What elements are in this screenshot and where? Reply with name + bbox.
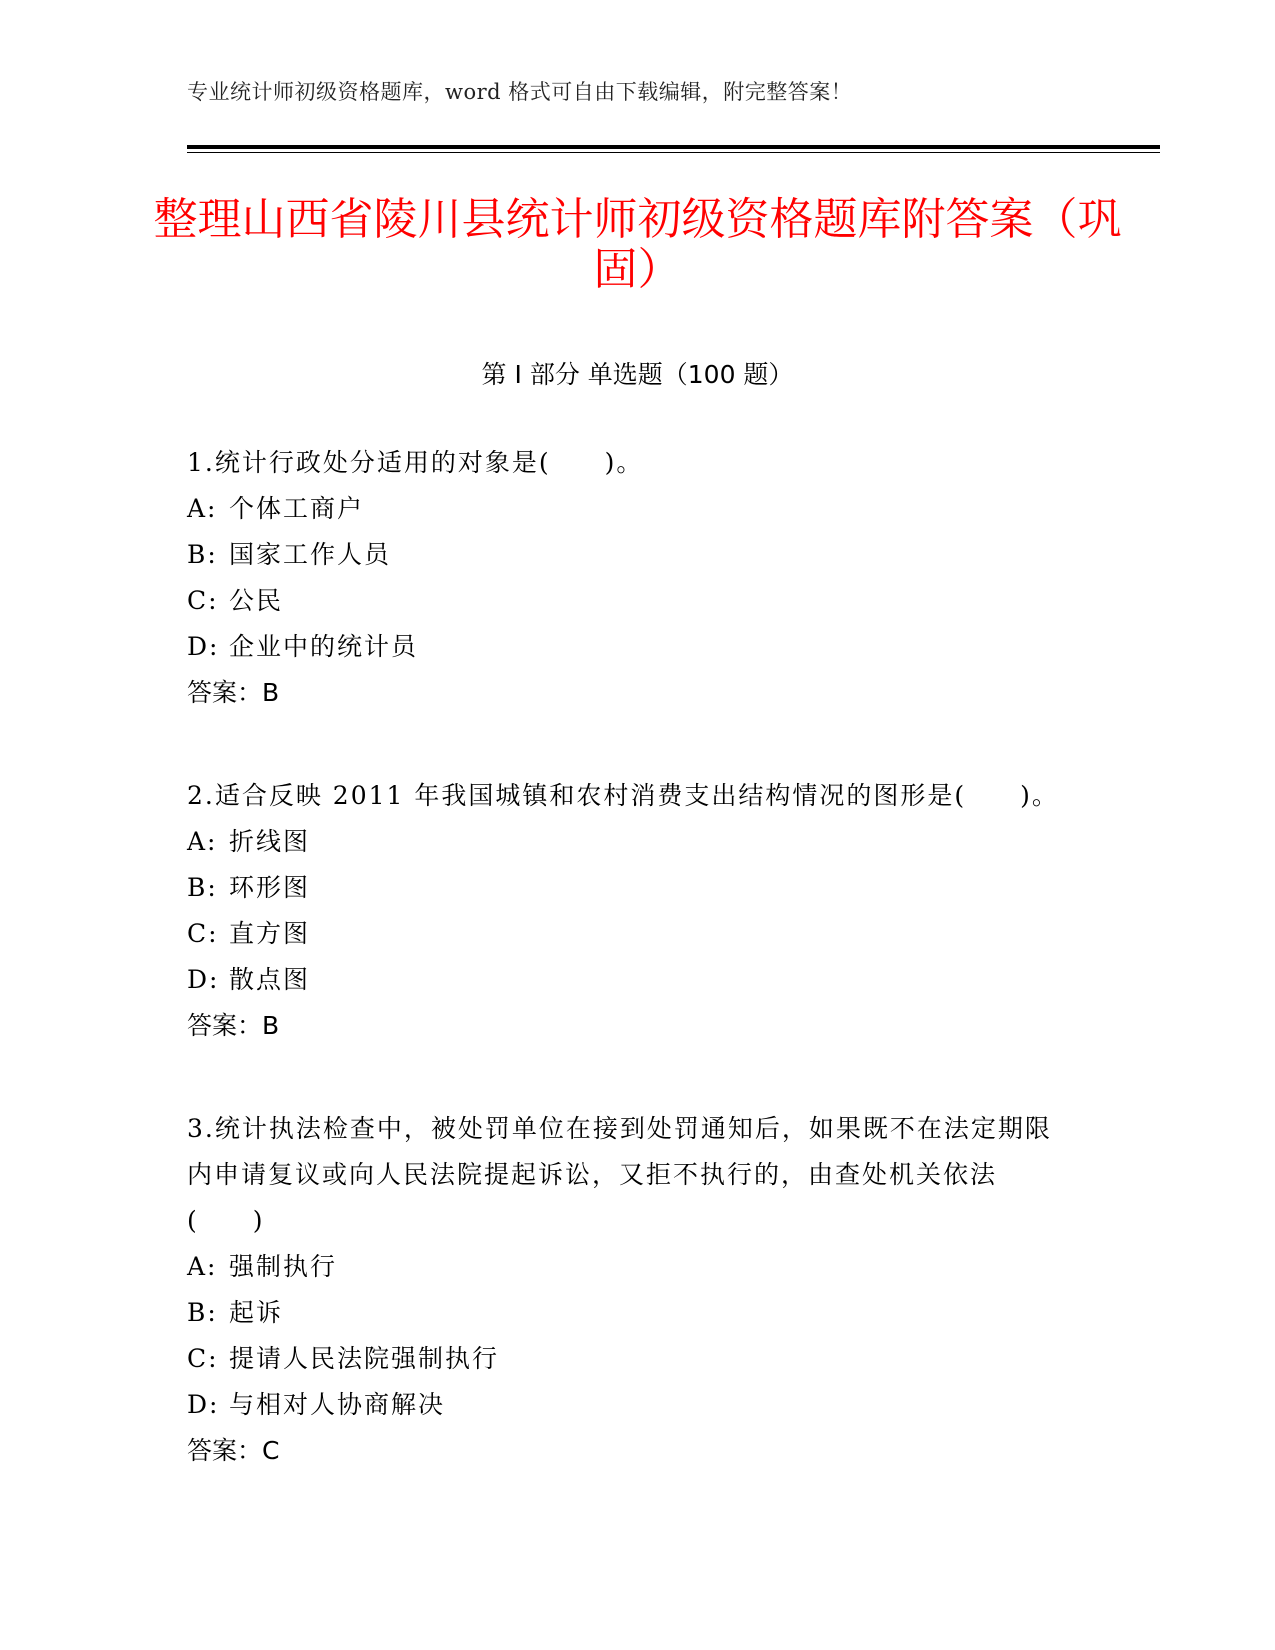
document-title: 整理山西省陵川县统计师初级资格题库附答案（巩固） [153, 194, 1122, 295]
question-stem: 1.统计行政处分适用的对象是( )。 [187, 448, 644, 477]
option-key: A: [187, 1252, 218, 1281]
header-rule-thin [187, 152, 1160, 153]
option-text: 提请人民法院强制执行 [229, 1344, 500, 1373]
option-b [187, 865, 1067, 911]
question-item [187, 1106, 1067, 1474]
section-heading: 第 I 部分 单选题（100 题） [481, 360, 794, 389]
option-key: C: [187, 586, 219, 615]
option-text: 散点图 [229, 965, 311, 994]
answer-line: 答案：B [187, 678, 280, 707]
option-c [187, 578, 1067, 624]
question-stem: 2.适合反映 2011 年我国城镇和农村消费支出结构情况的图形是( )。 [187, 781, 1059, 810]
header-note: 专业统计师初级资格题库，word 格式可自由下载编辑，附完整答案！ [187, 80, 853, 104]
option-b [187, 1290, 1067, 1336]
option-key: D: [187, 965, 220, 994]
option-key: D: [187, 1390, 220, 1419]
option-key: B: [187, 1298, 218, 1327]
option-a [187, 819, 1067, 865]
option-text: 起诉 [229, 1298, 284, 1327]
question-stem: 3.统计执法检查中，被处罚单位在接到处罚通知后，如果既不在法定期限内申请复议或向人民法院提起诉讼，又拒不执行的，由查处机关依法( ) [187, 1114, 1052, 1235]
option-text: 强制执行 [229, 1252, 338, 1281]
option-key: D: [187, 632, 220, 661]
question-list [187, 440, 1067, 1531]
answer-line: 答案：C [187, 1436, 280, 1465]
option-key: B: [187, 540, 218, 569]
option-d [187, 957, 1067, 1003]
option-text: 环形图 [229, 873, 311, 902]
option-key: A: [187, 494, 218, 523]
option-d [187, 624, 1067, 670]
option-a [187, 1244, 1067, 1290]
option-c [187, 911, 1067, 957]
option-key: B: [187, 873, 218, 902]
option-b [187, 532, 1067, 578]
option-text: 企业中的统计员 [229, 632, 419, 661]
option-key: C: [187, 919, 219, 948]
option-text: 个体工商户 [229, 494, 365, 523]
option-text: 折线图 [229, 827, 311, 856]
option-text: 国家工作人员 [229, 540, 392, 569]
answer-line: 答案：B [187, 1011, 280, 1040]
option-a [187, 486, 1067, 532]
option-text: 与相对人协商解决 [229, 1390, 446, 1419]
option-c [187, 1336, 1067, 1382]
question-item [187, 773, 1067, 1049]
option-text: 直方图 [229, 919, 311, 948]
option-key: A: [187, 827, 218, 856]
option-key: C: [187, 1344, 219, 1373]
question-item [187, 440, 1067, 716]
option-d [187, 1382, 1067, 1428]
option-text: 公民 [229, 586, 284, 615]
header-rule-thick [187, 145, 1160, 149]
